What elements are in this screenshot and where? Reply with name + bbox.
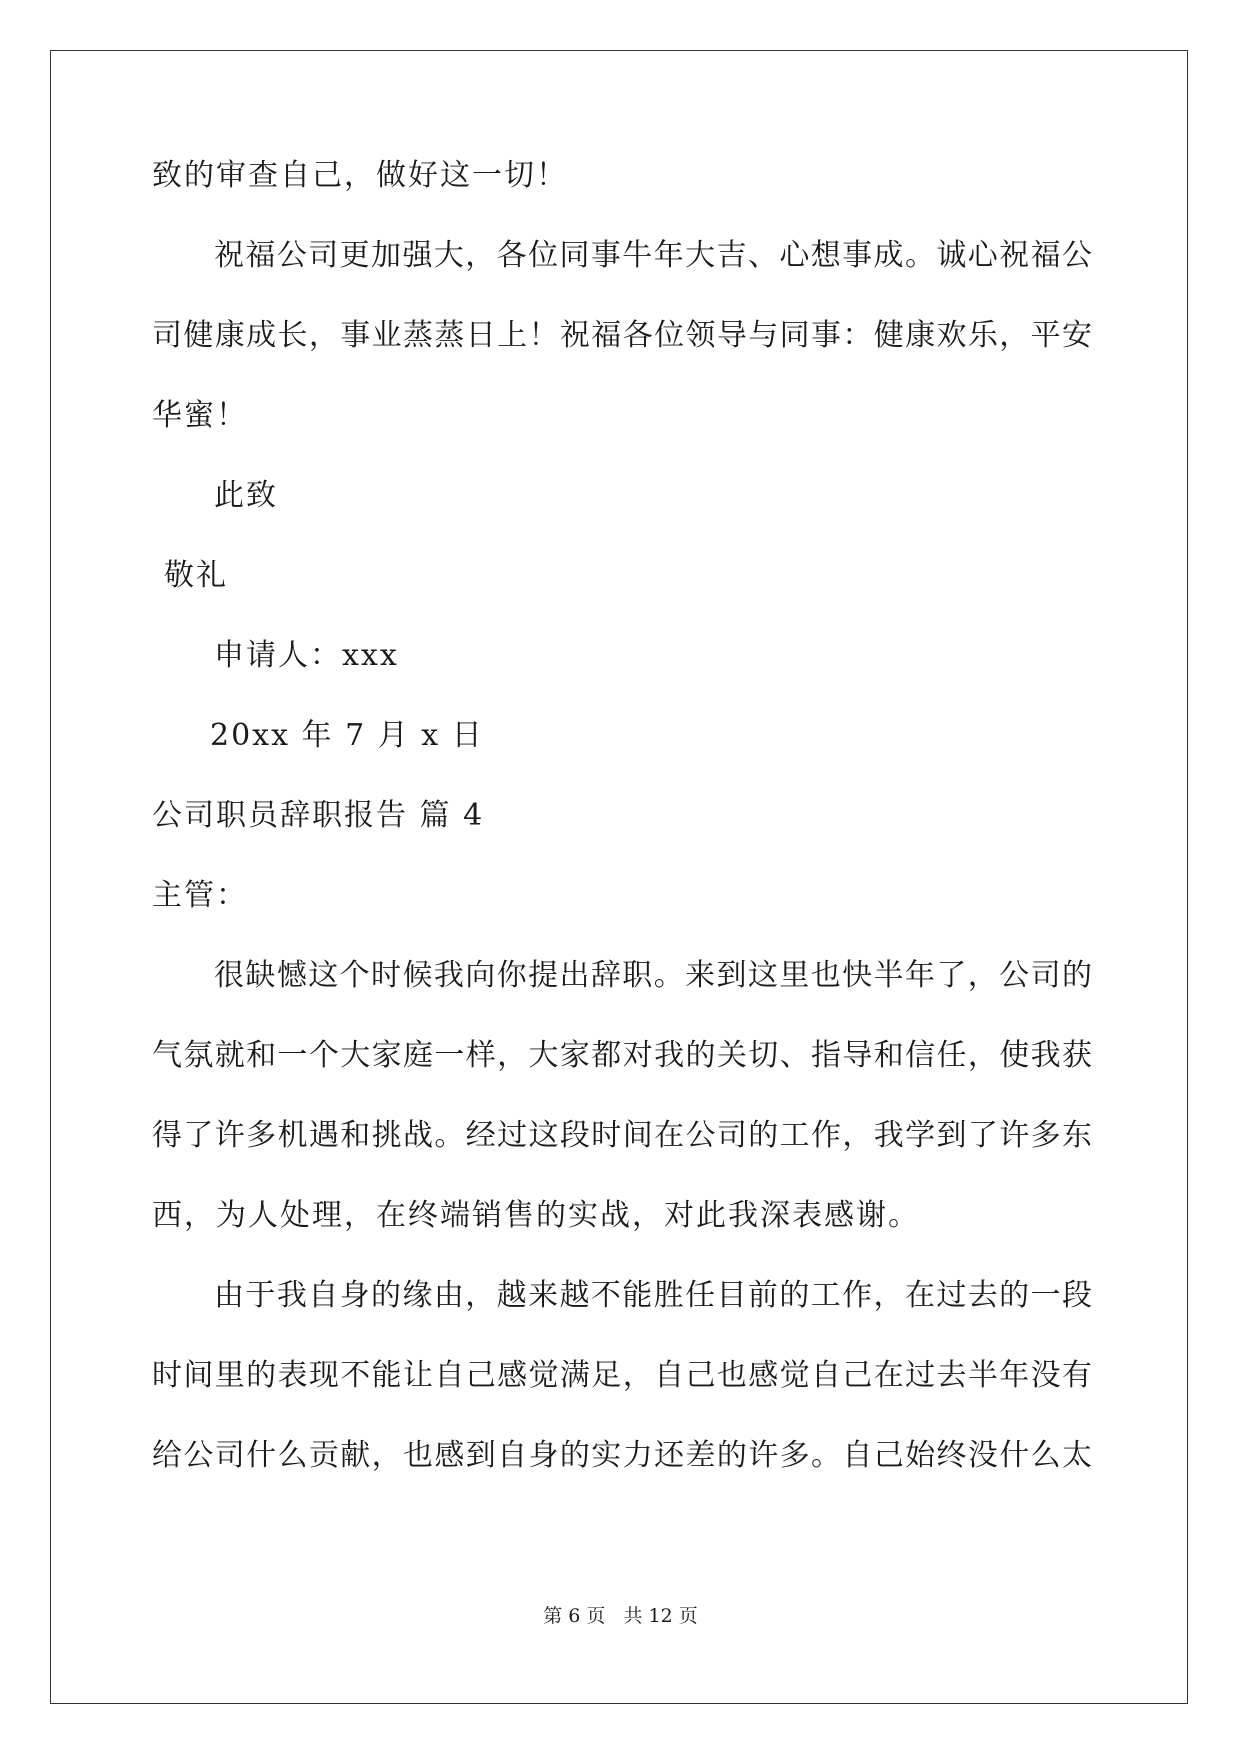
page-footer <box>0 1604 1241 1628</box>
body-line-4: 华蜜！ <box>152 398 248 433</box>
body-line-16: 时间里的表现不能让自己感觉满足，自己也感觉自己在过去半年没有 <box>152 1358 1092 1393</box>
body-line-11: 很缺憾这个时候我向你提出辞职。来到这里也快半年了，公司的 <box>214 958 1092 993</box>
addressee-line: 主管： <box>152 878 248 913</box>
section-heading: 公司职员辞职报告 篇 4 <box>152 798 485 833</box>
body-line-3: 司健康成长，事业蒸蒸日上！祝福各位领导与同事：健康欢乐，平安 <box>152 318 1092 353</box>
salutation-line: 敬礼 <box>164 558 228 593</box>
applicant-line: 申请人：xxx <box>214 638 399 673</box>
date-line: 20xx 年 7 月 x 日 <box>210 718 484 753</box>
page-total: 共 12 页 <box>623 1605 698 1627</box>
body-line-14: 西，为人处理，在终端销售的实战，对此我深表感谢。 <box>152 1198 920 1233</box>
body-line-17: 给公司什么贡献，也感到自身的实力还差的许多。自己始终没什么太 <box>152 1438 1092 1473</box>
body-line-2: 祝福公司更加强大，各位同事牛年大吉、心想事成。诚心祝福公 <box>214 238 1092 273</box>
body-line-1: 致的审查自己，做好这一切！ <box>152 158 568 193</box>
closing-line: 此致 <box>214 478 278 513</box>
body-line-15: 由于我自身的缘由，越来越不能胜任目前的工作，在过去的一段 <box>214 1278 1092 1313</box>
page-number: 第 6 页 <box>543 1605 606 1627</box>
body-line-13: 得了许多机遇和挑战。经过这段时间在公司的工作，我学到了许多东 <box>152 1118 1092 1153</box>
body-line-12: 气氛就和一个大家庭一样，大家都对我的关切、指导和信任，使我获 <box>152 1038 1092 1073</box>
